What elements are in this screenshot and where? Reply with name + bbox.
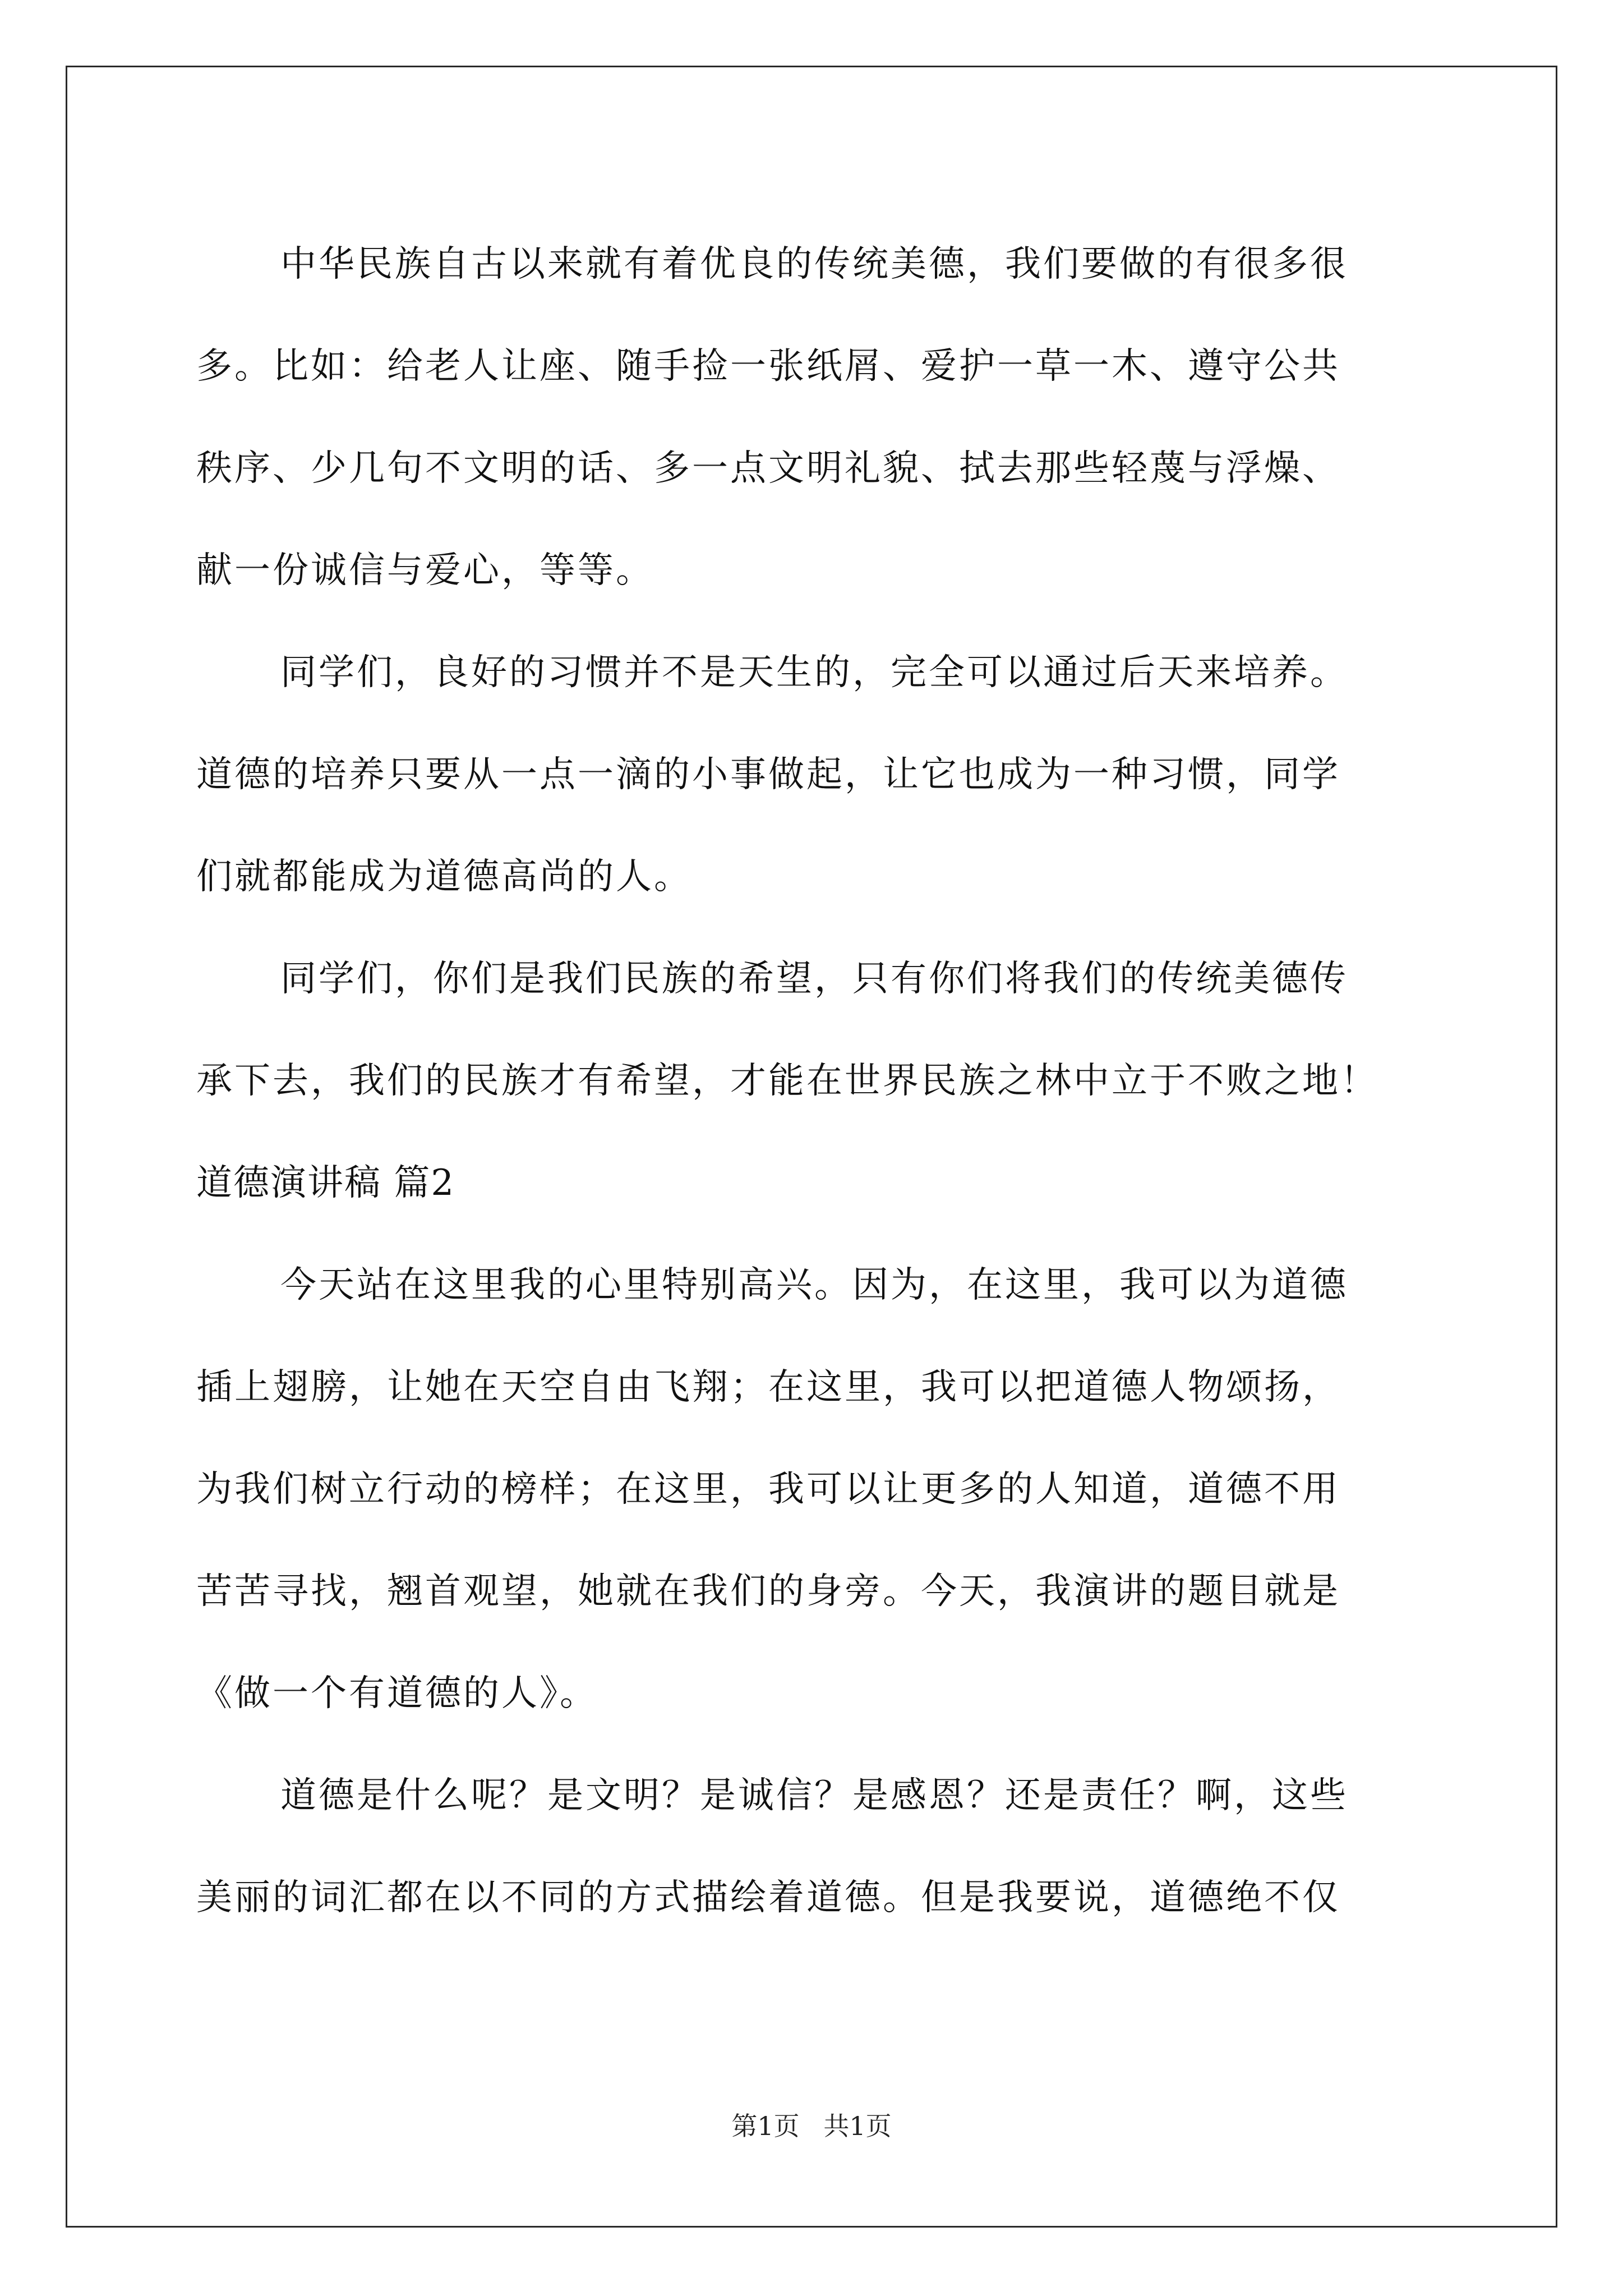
- section-heading: 道德演讲稿 篇2: [196, 1162, 455, 1204]
- text-line: 道德是什么呢？是文明？是诚信？是感恩？还是责任？啊，这些: [280, 1775, 1348, 1816]
- text-line: 插上翅膀，让她在天空自由飞翔；在这里，我可以把道德人物颂扬，: [196, 1366, 1340, 1408]
- text-line: 《做一个有道德的人》。: [196, 1673, 598, 1714]
- text-line: 中华民族自古以来就有着优良的传统美德，我们要做的有很多很: [280, 243, 1348, 285]
- text-line: 们就都能成为道德高尚的人。: [196, 856, 692, 898]
- text-line: 道德的培养只要从一点一滴的小事做起，让它也成为一种习惯，同学: [196, 754, 1340, 795]
- text-line: 同学们，良好的习惯并不是天生的，完全可以通过后天来培养。: [280, 652, 1348, 693]
- document-body: [196, 213, 1430, 1949]
- paragraph-1: [196, 213, 1430, 622]
- text-line: 献一份诚信与爱心，等等。: [196, 550, 654, 591]
- paragraph-5: [196, 1745, 1430, 1949]
- text-line: 今天站在这里我的心里特别高兴。因为，在这里，我可以为道德: [280, 1264, 1348, 1306]
- text-line: 承下去，我们的民族才有希望，才能在世界民族之林中立于不败之地！: [196, 1060, 1378, 1102]
- text-line: 美丽的词汇都在以不同的方式描绘着道德。但是我要说，道德绝不仅: [196, 1877, 1340, 1918]
- page-total: 共1页: [823, 2111, 892, 2141]
- text-line: 多。比如：给老人让座、随手捡一张纸屑、爱护一草一木、遵守公共: [196, 346, 1340, 387]
- text-line: 苦苦寻找，翘首观望，她就在我们的身旁。今天，我演讲的题目就是: [196, 1571, 1340, 1612]
- text-line: 为我们树立行动的榜样；在这里，我可以让更多的人知道，道德不用: [196, 1469, 1340, 1510]
- text-line: 秩序、少几句不文明的话、多一点文明礼貌、拭去那些轻蔑与浮燥、: [196, 448, 1340, 489]
- text-line: 同学们，你们是我们民族的希望，只有你们将我们的传统美德传: [280, 958, 1348, 1000]
- page-number: 第1页: [731, 2111, 800, 2141]
- paragraph-4: [196, 1234, 1430, 1745]
- page-footer: [0, 2109, 1623, 2143]
- paragraph-3: [196, 928, 1430, 1132]
- paragraph-2: [196, 622, 1430, 928]
